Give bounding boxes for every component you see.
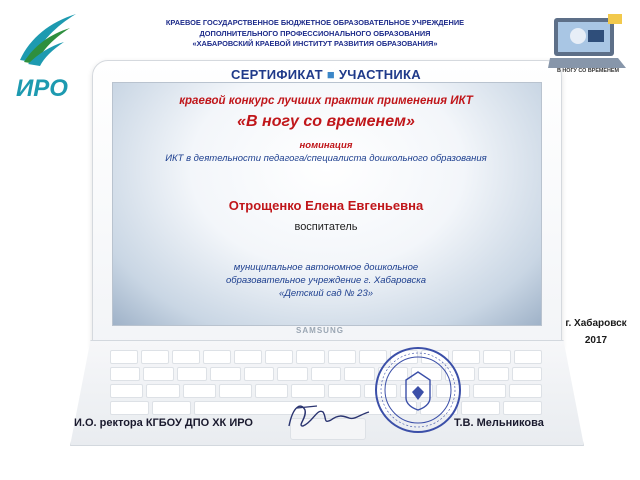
contest-badge-label: В НОГУ СО ВРЕМЕНЕМ [557, 68, 619, 74]
issue-city: г. Хабаровск [565, 318, 627, 329]
org-line-1: муниципальное автономное дошкольное [233, 262, 419, 273]
iro-logo [10, 8, 86, 108]
participant-name: Отрощенко Елена Евгеньевна [228, 198, 424, 213]
contest-motto: «В ногу со временем» [237, 113, 415, 130]
header-line-2: ДОПОЛНИТЕЛЬНОГО ПРОФЕССИОНАЛЬНОГО ОБРАЗОВАНИЯ [199, 28, 431, 38]
issue-year: 2017 [584, 335, 608, 346]
participant-position: воспитатель [294, 221, 358, 233]
org-line-3: «Детский сад № 23» [278, 288, 374, 299]
org-line-2: образовательное учреждение г. Хабаровска [226, 275, 426, 286]
certificate-title [112, 67, 540, 82]
institution-header [150, 18, 480, 50]
header-line-3: «ХАБАРОВСКИЙ КРАЕВОЙ ИНСТИТУТ РАЗВИТИЯ ОБРАЗОВАНИЯ» [192, 39, 438, 48]
official-stamp-image [372, 342, 464, 438]
contest-name: краевой конкурс лучших практик применения ИКТ [179, 95, 473, 107]
nomination-label: номинация [299, 140, 353, 151]
title-separator: ■ [326, 67, 335, 82]
organization [150, 261, 502, 300]
signer-name: Т.В. Мельникова [454, 417, 544, 429]
signer-title: И.О. ректора КГБОУ ДПО ХК ИРО [74, 417, 253, 429]
nomination-text: ИКТ в деятельности педагога/специалиста дошкольного образования [165, 153, 487, 164]
title-word-1: СЕРТИФИКАТ [231, 67, 323, 82]
logo-text: ИРО [16, 75, 68, 102]
header-line-1: КРАЕВОЕ ГОСУДАРСТВЕННОЕ БЮДЖЕТНОЕ ОБРАЗОВАТЕЛЬНОЕ УЧРЕЖДЕНИЕ [165, 18, 465, 27]
signature-image [283, 396, 373, 436]
laptop-brand: SAMSUNG [296, 326, 344, 335]
title-word-2: УЧАСТНИКА [338, 67, 421, 82]
